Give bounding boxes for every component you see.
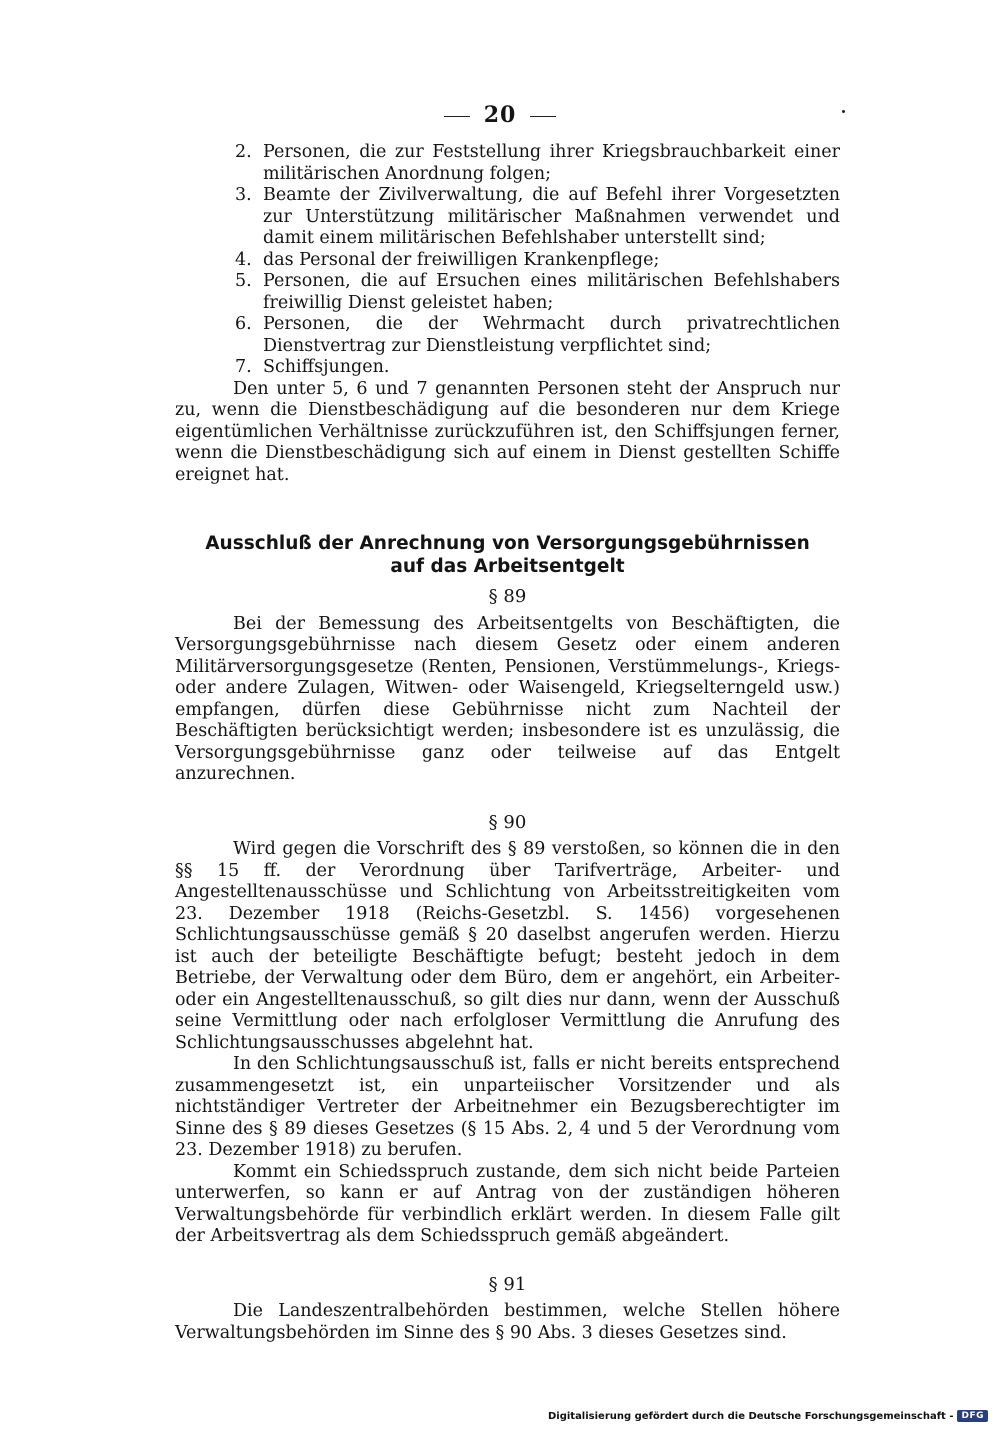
dfg-logo-icon: DFG xyxy=(957,1410,988,1422)
page-content xyxy=(175,142,840,1344)
list-item xyxy=(175,314,840,357)
person-list xyxy=(175,142,840,379)
scan-speck xyxy=(842,110,845,113)
list-item-text: Personen, die auf Ersuchen eines militärischen Befehlshabers freiwillig Dienst geleistet haben; xyxy=(263,271,840,313)
list-item-text: Personen, die der Wehrmacht durch privatrechtlichen Dienstvertrag zur Dienstleistung verpflichtet sind; xyxy=(263,314,840,356)
right-dash xyxy=(530,116,556,117)
section-91-sign: § 91 xyxy=(488,1273,527,1295)
list-item-text: Beamte der Zivilverwaltung, die auf Befehl ihrer Vorgesetzten zur Unterstützung militärischer Maßnahmen verwendet und damit einem militärischen Befehlshaber unterstellt sind; xyxy=(263,185,840,248)
list-item-number: 5. xyxy=(235,271,252,291)
list-item-number: 6. xyxy=(235,314,252,334)
list-item-number: 3. xyxy=(235,185,252,205)
footer-text: Digitalisierung gefördert durch die Deutsche Forschungsgemeinschaft - xyxy=(547,1410,954,1422)
section-89-sign: § 89 xyxy=(488,586,527,607)
section-heading: Ausschluß der Anrechnung von Versorgungsgebührnissen auf das Arbeitsentgelt xyxy=(205,533,810,577)
section-89-paragraph: Bei der Bemessung des Arbeitsentgelts von Beschäftigten, die Versorgungsgebührnisse nach diesem Gesetz oder einem anderen Militärversorgungsgesetze (Renten, Pensionen, Verstümmelungs-, Kriegs- oder andere Zulagen, Witwen- oder Waisengeld, Kriegselterngeld usw.) empfangen, dürfen diese Gebührnisse nicht zum Nachteil der Beschäftigten berücksichtigt werden; insbesondere ist es unzulässig, die Versorgungsgebührnisse ganz oder teilweise auf das Entgelt anzurechnen. xyxy=(175,613,840,784)
list-item-number: 4. xyxy=(235,249,252,270)
list-item-text: das Personal der freiwilligen Krankenpflege; xyxy=(263,249,660,270)
section-90-paragraph-2: In den Schlichtungsausschuß ist, falls er nicht bereits entsprechend zusammengesetzt ist, ein unparteiischer Vorsitzender und als nichtständiger Vertreter der Arbeitnehmer ein Bezugsberechtigter im Sinne des § 89 dieses Gesetzes (§ 15 Abs. 2, 4 und 5 der Verordnung vom 23. Dezember 1918) zu berufen. xyxy=(175,1054,840,1160)
left-dash xyxy=(444,116,470,117)
digitization-footer xyxy=(548,1410,988,1422)
section-91-paragraph: Die Landeszentralbehörden bestimmen, welche Stellen höhere Verwaltungsbehörden im Sinne des § 90 Abs. 3 dieses Gesetzes sind. xyxy=(175,1301,840,1343)
list-item xyxy=(175,185,840,250)
list-item-number: 2. xyxy=(235,142,252,162)
list-item-text: Personen, die zur Feststellung ihrer Kriegsbrauchbarkeit einer militärischen Anordnung folgen; xyxy=(263,142,840,184)
page-number xyxy=(0,102,1000,128)
section-90-paragraph-3: Kommt ein Schiedsspruch zustande, dem sich nicht beide Parteien unterwerfen, so kann er auf Antrag von der zuständigen höheren Verwaltungsbehörde für verbindlich erklärt werden. In diesem Falle gilt der Arbeitsvertrag als dem Schiedsspruch gemäß abgeändert. xyxy=(175,1161,840,1246)
page-number-text: 20 xyxy=(483,102,517,128)
list-item-text: Schiffsjungen. xyxy=(263,357,390,377)
list-item xyxy=(175,142,840,185)
list-item-number: 7. xyxy=(235,357,252,377)
intro-paragraph: Den unter 5, 6 und 7 genannten Personen steht der Anspruch nur zu, wenn die Dienstbeschädigung auf die besonderen nur dem Kriege eigentümlichen Verhältnisse zurückzuführen ist, den Schiffsjungen ferner, wenn die Dienstbeschädigung sich auf einem in Dienst gestellten Schiffe ereignet hat. xyxy=(175,378,840,485)
list-item xyxy=(175,357,840,379)
section-90-sign: § 90 xyxy=(488,811,527,833)
list-item xyxy=(175,250,840,272)
list-item xyxy=(175,271,840,314)
section-90-paragraph-1: Wird gegen die Vorschrift des § 89 verstoßen, so können die in den §§ 15 ff. der Verordnung über Tarifverträge, Arbeiter- und Angestelltenausschüsse und Schlichtung von Arbeitsstreitigkeiten vom 23. Dezember 1918 (Reichs-Gesetzbl. S. 1456) vorgesehenen Schlichtungsausschüsse gemäß § 20 daselbst angerufen werden. Hierzu ist auch der beteiligte Beschäftigte befugt; besteht jedoch in dem Betriebe, der Verwaltung oder dem Büro, dem er angehört, ein Arbeiter- oder ein Angestelltenausschuß, so gilt dies nur dann, wenn der Ausschuß seine Vermittlung oder nach erfolgloser Vermittlung die Anrufung des Schlichtungsausschusses abgelehnt hat. xyxy=(175,839,840,1053)
